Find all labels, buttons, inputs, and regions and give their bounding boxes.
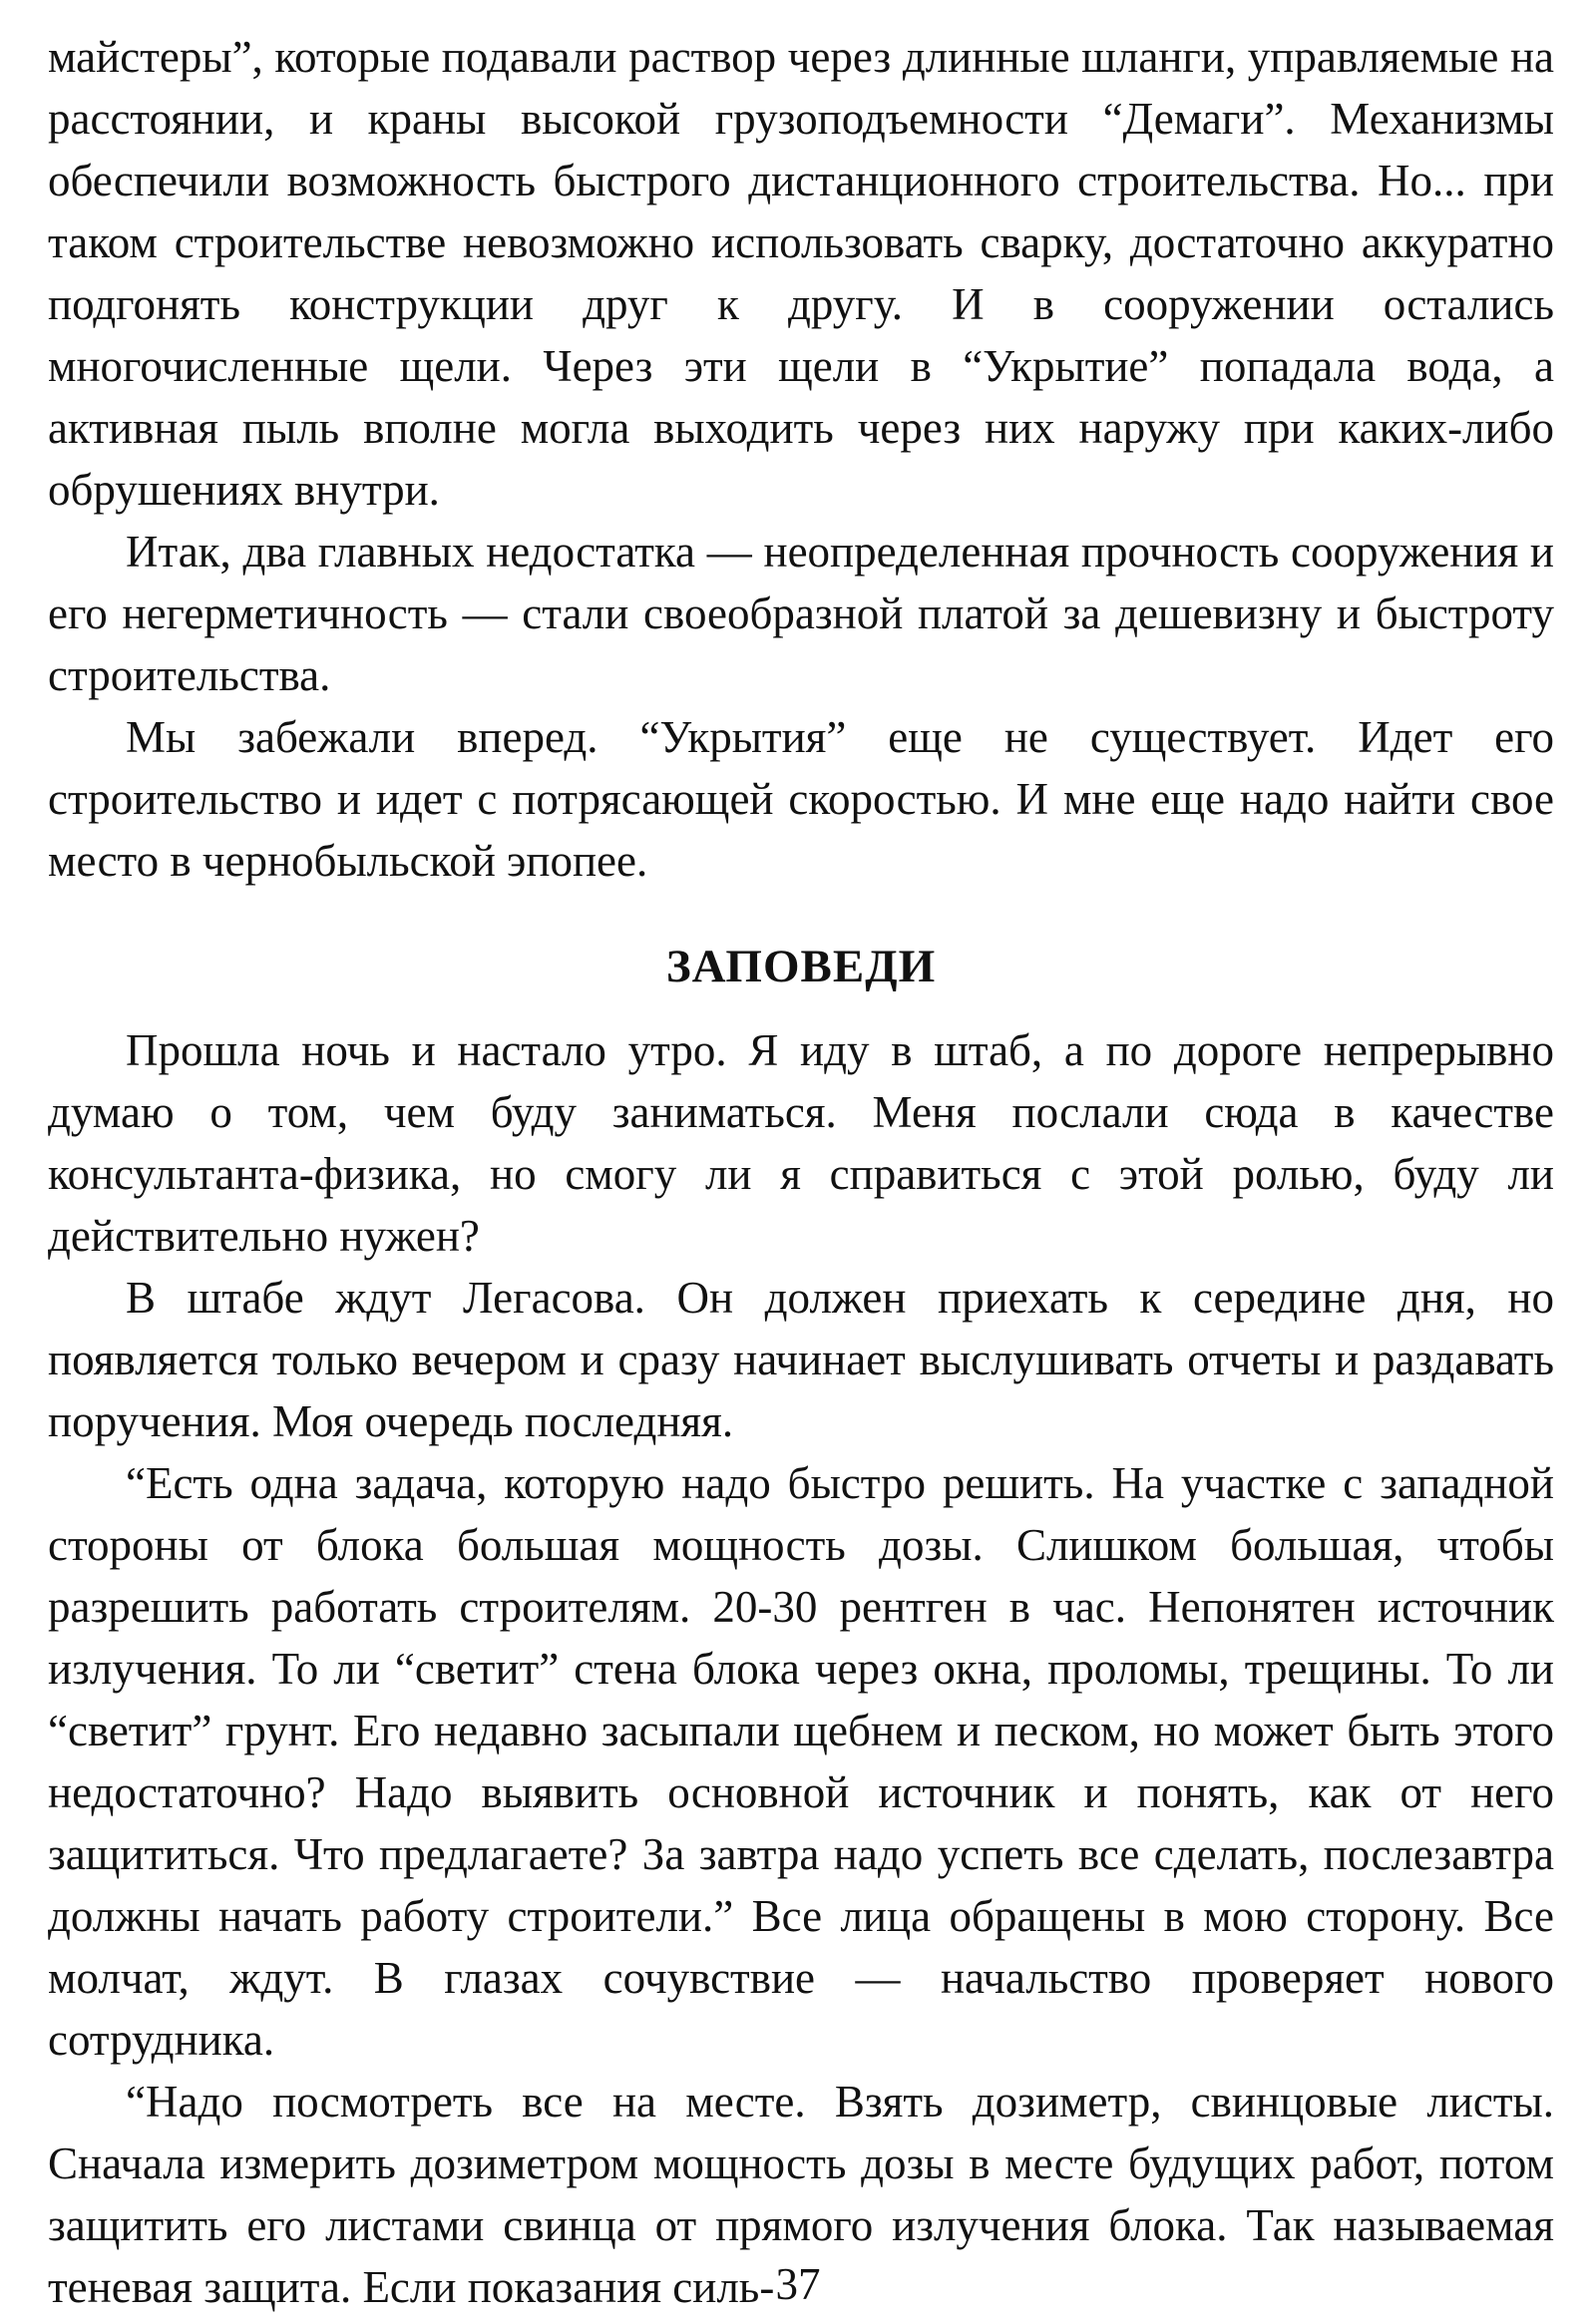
paragraph: “Надо посмотреть все на месте. Взять дозиметр, свинцовые листы. Сначала измерить дозиметром мощность дозы в месте будущих работ, потом защитить его листами свинца от прямого излучения блока. Так называемая теневая защита. Если показания силь- [48, 2077, 1554, 2312]
paragraph: “Есть одна задача, которую надо быстро решить. На участке с западной стороны от блока большая мощность дозы. Слишком большая, чтобы разрешить работать строителям. 20-30 рентген в час. Непонятен источник излучения. То ли “светит” стена блока через окна, проломы, трещины. То ли “светит” грунт. Его недавно засыпали щебнем и песком, но может быть этого недостаточно? Надо выявить основной источник и понять, как от него защититься. Что предлагаете? За завтра надо успеть все сделать, послезавтра должны начать работу строители.” Все лица обращены в мою сторону. Все молчат, ждут. В глазах сочувствие — начальство проверяет нового сотрудника. [48, 1458, 1554, 2065]
section-heading: ЗАПОВЕДИ [665, 941, 937, 992]
paragraph: Прошла ночь и настало утро. Я иду в штаб, а по дороге непрерывно думаю о том, чем буду заниматься. Меня послали сюда в качестве консультанта-физика, но смогу ли я справиться с этой ролью, буду ли действительно нужен? [48, 1025, 1554, 1261]
paragraph: Итак, два главных недостатка — неопределенная прочность сооружения и его негерметичность — стали своеобразной платой за дешевизну и быстроту строительства. [48, 527, 1554, 700]
paragraph: Мы забежали вперед. “Укрытия” еще не существует. Идет его строительство и идет с потрясающей скоростью. И мне еще надо найти свое место в чернобыльской эпопее. [48, 712, 1554, 886]
book-page [48, 26, 1554, 2318]
page-number: 37 [775, 2259, 821, 2309]
paragraph: В штабе ждут Легасова. Он должен приехать к середине дня, но появляется только вечером и сразу начинает выслушивать отчеты и раздавать поручения. Моя очередь последняя. [48, 1273, 1554, 1446]
paragraph-continued: майстеры”, которые подавали раствор через длинные шланги, управляемые на расстоянии, и краны высокой грузоподъемности “Демаги”. Механизмы обеспечили возможность быстрого дистанционного строительства. Но... при таком строительстве невозможно использовать сварку, достаточно аккуратно подгонять конструкции друг к другу. И в сооружении остались многочисленные щели. Через эти щели в “Укрытие” попадала вода, а активная пыль вполне могла выходить через них наружу при каких-либо обрушениях внутри. [48, 32, 1554, 515]
